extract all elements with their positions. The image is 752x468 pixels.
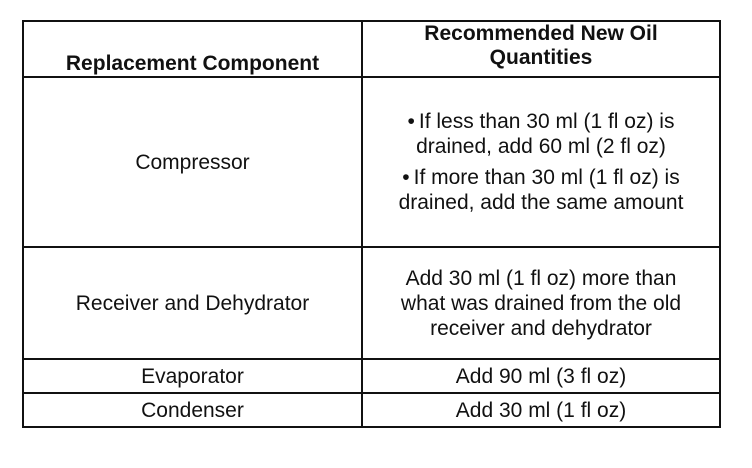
header-quantities-text: Recommended New Oil Quantities [424, 22, 658, 69]
header-row [23, 21, 720, 77]
bullet-item-less-than [396, 109, 686, 159]
bullet-item-more-than [396, 165, 686, 215]
header-replacement-component: Replacement Component [23, 21, 362, 77]
cell-component-compressor: Compressor [23, 77, 362, 247]
cell-quantity-receiver-dehydrator [362, 247, 720, 359]
bullet-text-less-than: If less than 30 ml (1 fl oz) is drained, add 60 ml (2 fl oz) [416, 110, 675, 158]
table-row-compressor [23, 77, 720, 247]
bullet-text-more-than: If more than 30 ml (1 fl oz) is drained, add the same amount [398, 166, 684, 214]
quantity-text-receiver-dehydrator: Add 30 ml (1 fl oz) more than what was drained from the old receiver and dehydrator [400, 266, 682, 340]
table-row-evaporator [23, 359, 720, 393]
cell-quantity-condenser: Add 30 ml (1 fl oz) [362, 393, 720, 427]
cell-component-condenser: Condenser [23, 393, 362, 427]
bullet-dot-icon: • [402, 166, 410, 189]
table-row-receiver-dehydrator [23, 247, 720, 359]
cell-quantity-evaporator: Add 90 ml (3 fl oz) [362, 359, 720, 393]
bullet-dot-icon: • [407, 110, 415, 133]
table-row-condenser [23, 393, 720, 427]
cell-quantity-compressor [362, 77, 720, 247]
header-recommended-oil-quantities [362, 21, 720, 77]
oil-quantity-table [22, 20, 721, 428]
cell-component-evaporator: Evaporator [23, 359, 362, 393]
cell-component-receiver-dehydrator: Receiver and Dehydrator [23, 247, 362, 359]
